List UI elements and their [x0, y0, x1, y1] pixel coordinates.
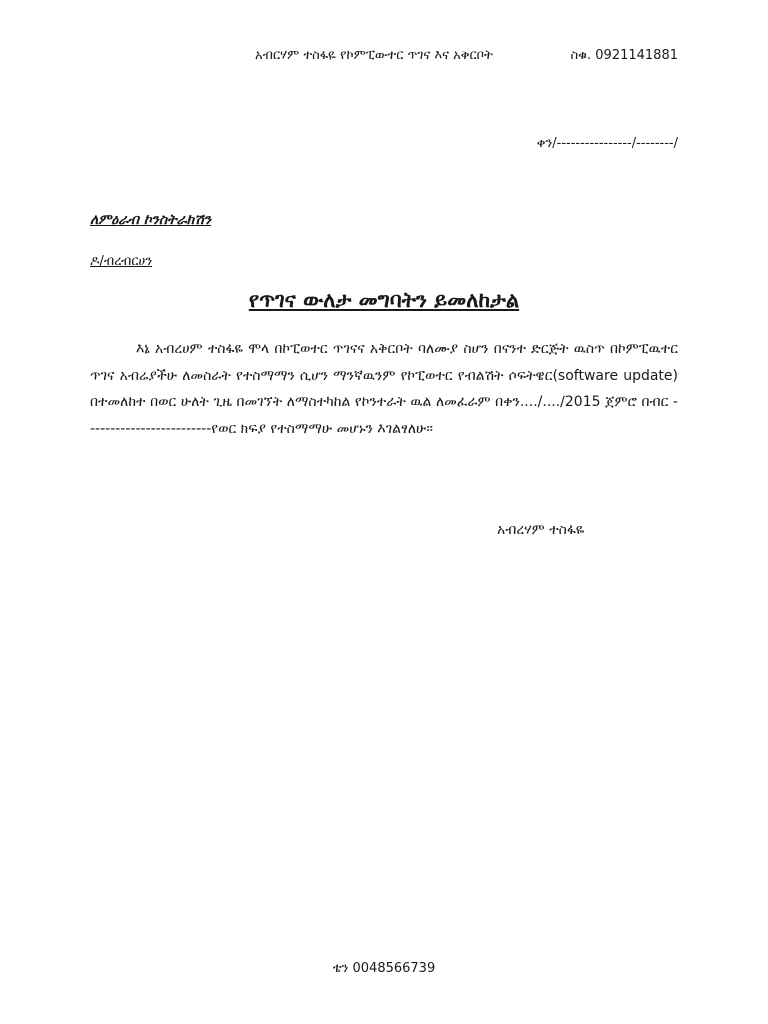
- page-footer: ቴን 0048566739: [332, 961, 436, 976]
- recipient: ለምዕራብ ኮንስትራክሽን: [90, 212, 211, 228]
- subject-heading: የጥገና ውለታ መግባትን ይመለከታል: [248, 288, 520, 312]
- letter-body: እኔ አብረሀም ተስፋዬ ሞላ በኮፒወተር ጥገናና አቅርቦት ባለሙያ ስሆን በናንተ ድርጅት ዉስጥ በኮምፒዉተር ጥገና አብሬያችሁ ለመስራት የተስማማን ሲሆን ማንኛዉንም የኮፒወተር የብልሽት ሶፍትዌር(software update) በተመለከተ በወር ሁለት ጊዜ በመገኘት ለማስተካከል የኮንተራት ዉል ለመፈራም በቀን..../..../2015 ጀምሮ በብር -------------------------የወር ክፍያ የተስማማሁ መሆኑን እገልፃለሁ፡፡: [90, 341, 678, 437]
- date-line: ቀን/----------------/--------/: [536, 136, 678, 151]
- attention-line: ዶ/ብረብርሀን: [90, 254, 153, 269]
- signature-name: አብረሃም ተስፋዬ: [497, 522, 585, 538]
- sender-line: አብርሃም ተስፋዬ የኮምፒውተር ጥገና እና አቅርቦት: [255, 48, 493, 63]
- phone-number: ስቁ. 0921141881: [570, 48, 678, 63]
- letterhead: [255, 48, 678, 63]
